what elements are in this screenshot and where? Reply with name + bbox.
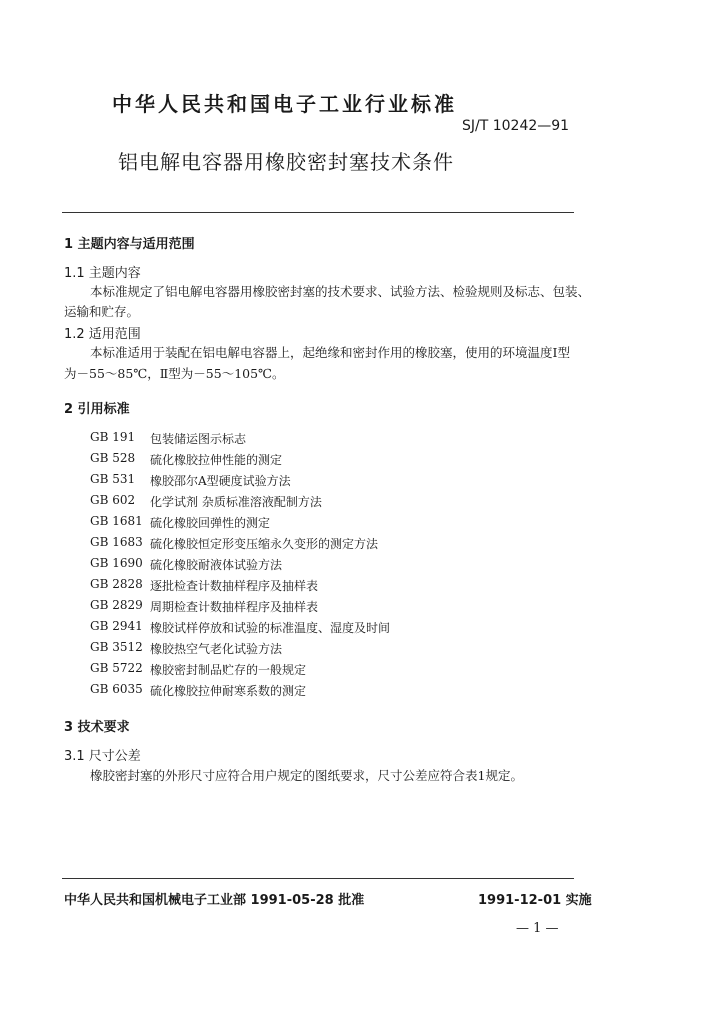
- standard-code: SJ/T 10242—91: [462, 118, 570, 134]
- reference-code: GB 1681: [90, 514, 143, 528]
- header-rule: [62, 212, 574, 213]
- reference-code: GB 3512: [90, 640, 143, 654]
- reference-name: 硫化橡胶回弹性的测定: [150, 516, 271, 530]
- section-1-2-text-line1: 本标准适用于装配在铝电解电容器上，起绝缘和密封作用的橡胶塞，使用的环境温度Ⅰ型: [90, 345, 570, 360]
- section-1-1-text-line1: 本标准规定了铝电解电容器用橡胶密封塞的技术要求、试验方法、检验规则及标志、包装、: [90, 284, 591, 299]
- section-1-1-heading: 1.1 主题内容: [64, 266, 141, 281]
- issuing-org: 中华人民共和国电子工业行业标准: [112, 92, 457, 116]
- document-title: 铝电解电容器用橡胶密封塞技术条件: [118, 150, 454, 174]
- footer-rule: [62, 878, 574, 879]
- reference-name: 周期检查计数抽样程序及抽样表: [150, 600, 319, 614]
- section-3-1-heading: 3.1 尺寸公差: [64, 749, 141, 764]
- reference-name: 化学试剂 杂质标准溶液配制方法: [150, 495, 322, 509]
- reference-name: 逐批检查计数抽样程序及抽样表: [150, 579, 319, 593]
- reference-code: GB 2829: [90, 598, 143, 612]
- effective-date: 1991-12-01 实施: [478, 893, 592, 908]
- section-1-2-heading: 1.2 适用范围: [64, 327, 141, 342]
- reference-name: 橡胶试样停放和试验的标准温度、湿度及时间: [150, 621, 391, 635]
- reference-code: GB 6035: [90, 682, 143, 696]
- reference-code: GB 2828: [90, 577, 143, 591]
- section-1-2-text-line2: 为－55～85℃，Ⅱ型为－55～105℃。: [64, 366, 285, 381]
- reference-code: GB 528: [90, 451, 136, 465]
- reference-code: GB 191: [90, 430, 136, 444]
- reference-code: GB 1690: [90, 556, 143, 570]
- reference-code: GB 5722: [90, 661, 143, 675]
- reference-code: GB 1683: [90, 535, 143, 549]
- reference-name: 橡胶密封制品贮存的一般规定: [150, 663, 307, 677]
- reference-name: 橡胶热空气老化试验方法: [150, 642, 283, 656]
- reference-name: 硫化橡胶拉伸性能的测定: [150, 453, 283, 467]
- reference-code: GB 602: [90, 493, 136, 507]
- reference-name: 橡胶邵尔A型硬度试验方法: [150, 474, 291, 488]
- reference-code: GB 2941: [90, 619, 143, 633]
- section-2-heading: 2 引用标准: [64, 402, 130, 417]
- section-1-1-text-line2: 运输和贮存。: [64, 304, 140, 319]
- reference-name: 包装储运图示标志: [150, 432, 247, 446]
- section-3-heading: 3 技术要求: [64, 720, 130, 735]
- page-number: — 1 —: [516, 921, 559, 936]
- reference-name: 硫化橡胶耐液体试验方法: [150, 558, 283, 572]
- reference-name: 硫化橡胶拉伸耐寒系数的测定: [150, 684, 307, 698]
- approval-statement: 中华人民共和国机械电子工业部 1991-05-28 批准: [64, 893, 365, 908]
- reference-name: 硫化橡胶恒定形变压缩永久变形的测定方法: [150, 537, 379, 551]
- section-3-1-text-line1: 橡胶密封塞的外形尺寸应符合用户规定的图纸要求，尺寸公差应符合表1规定。: [90, 768, 523, 783]
- section-1-heading: 1 主题内容与适用范围: [64, 237, 195, 252]
- reference-code: GB 531: [90, 472, 136, 486]
